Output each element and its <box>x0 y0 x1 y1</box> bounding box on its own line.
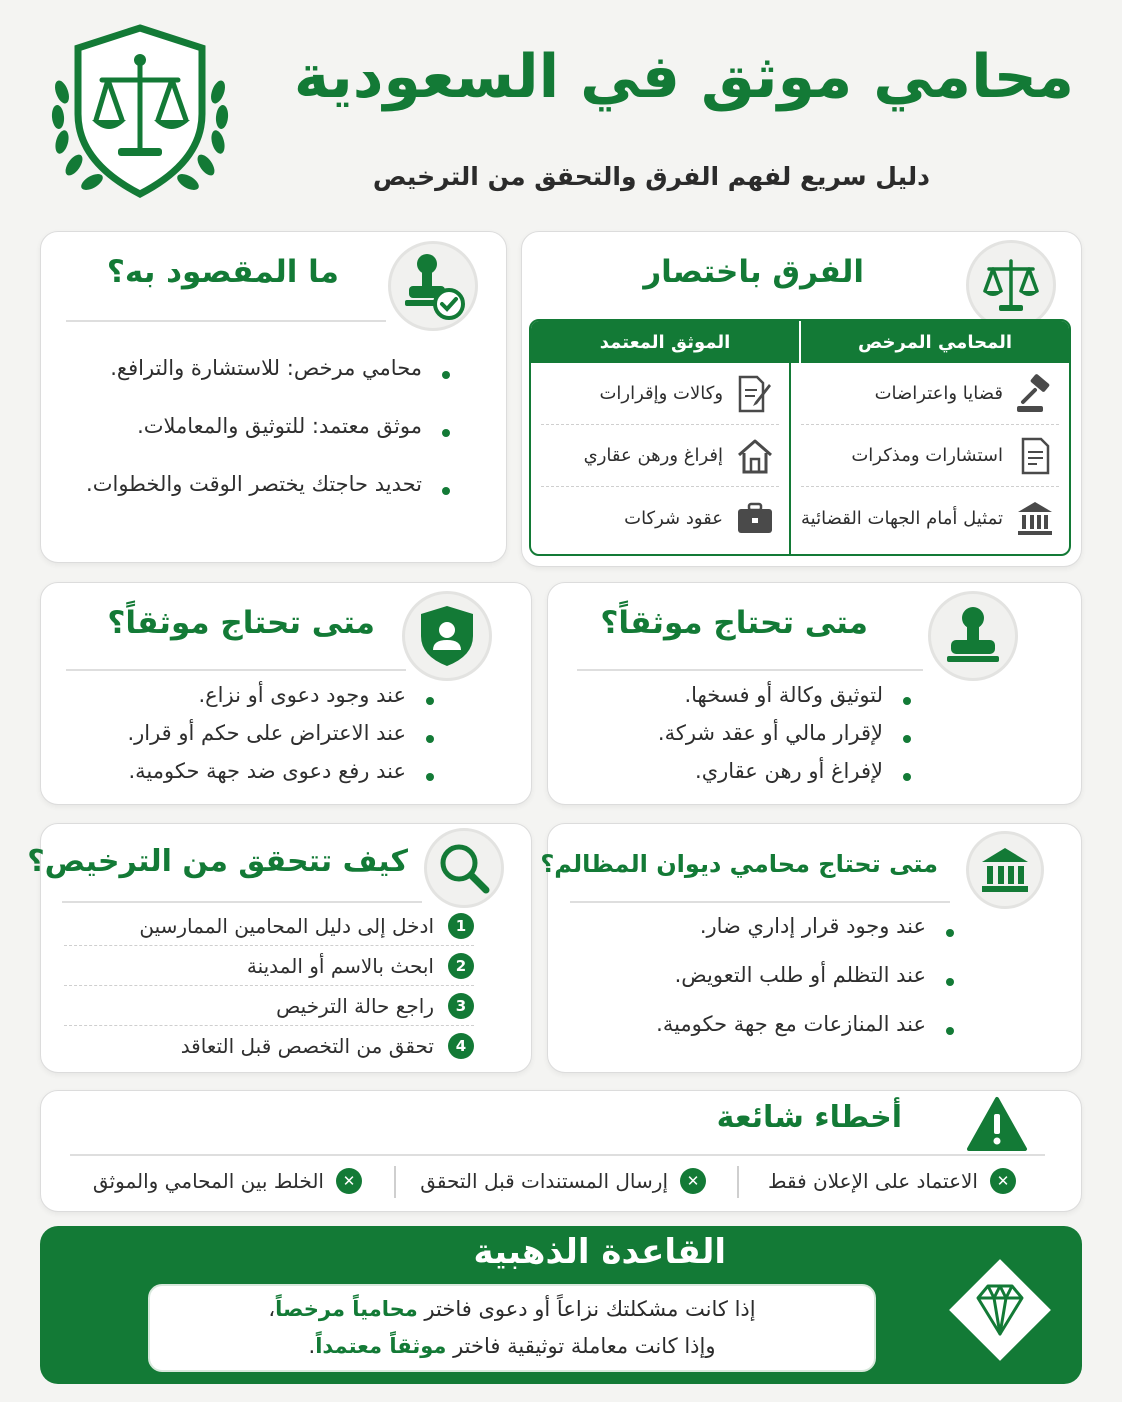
briefcase-icon <box>735 498 775 538</box>
mistake-separator <box>737 1166 739 1198</box>
close-icon: ✕ <box>680 1168 706 1194</box>
table-row <box>541 363 779 425</box>
difference-icon-circle <box>966 240 1056 330</box>
meaning-divider <box>66 320 386 322</box>
mistakes-title: أخطاء شائعة <box>716 1100 902 1135</box>
verify-icon-circle <box>424 828 504 908</box>
lawyer-need-item: عند رفع دعوى ضد جهة حكومية. <box>127 759 442 793</box>
notary-need-divider <box>577 669 923 671</box>
table-row <box>541 425 779 487</box>
diamond-icon <box>944 1254 1056 1366</box>
grievances-list <box>656 914 962 1048</box>
step-number: 4 <box>448 1033 474 1059</box>
verify-divider <box>62 901 422 903</box>
golden-rule-line-2: وإذا كانت معاملة توثيقية فاختر موثقاً معتمداً. <box>308 1334 716 1358</box>
meaning-item: محامي مرخص: للاستشارة والترافع. <box>86 356 458 392</box>
lawyer-column <box>789 363 1069 556</box>
scales-shield-icon <box>40 22 240 202</box>
step-text: ادخل إلى دليل المحامين الممارسين <box>139 913 434 938</box>
step-text: ابحث بالاسم أو المدينة <box>246 953 434 978</box>
mistake-item <box>420 1168 706 1194</box>
mistakes-divider <box>70 1154 1045 1156</box>
close-icon: ✕ <box>990 1168 1016 1194</box>
logo-emblem <box>40 22 240 202</box>
lawyer-row-label: قضايا واعتراضات <box>874 383 1003 404</box>
page-title: محامي موثق في السعودية <box>293 42 1074 112</box>
golden-rule-title: القاعدة الذهبية <box>473 1232 726 1272</box>
list-item <box>64 906 474 946</box>
mistake-item <box>768 1168 1016 1194</box>
verify-steps <box>64 906 474 1066</box>
step-number: 3 <box>448 993 474 1019</box>
step-number: 2 <box>448 953 474 979</box>
lawyer-row-label: استشارات ومذكرات <box>851 445 1003 466</box>
grievances-item: عند التظلم أو طلب التعويض. <box>656 963 962 999</box>
lawyer-need-item: عند وجود دعوى أو نزاع. <box>127 683 442 717</box>
list-item <box>64 946 474 986</box>
difference-title: الفرق باختصار <box>643 254 864 290</box>
step-number: 1 <box>448 913 474 939</box>
notary-need-icon-circle <box>928 591 1018 681</box>
stamp-check-icon <box>397 250 469 322</box>
notary-column-header: الموثق المعتمد <box>599 331 731 353</box>
close-icon: ✕ <box>336 1168 362 1194</box>
notary-column <box>531 363 789 556</box>
grievances-title: متى تحتاج محامي ديوان المظالم؟ <box>540 850 938 878</box>
table-row <box>541 487 779 549</box>
notary-row-label: عقود شركات <box>624 507 724 529</box>
lawyer-need-item: عند الاعتراض على حكم أو قرار. <box>127 721 442 755</box>
page-subtitle: دليل سريع لفهم الفرق والتحقق من الترخيص <box>372 162 930 191</box>
document-icon <box>1015 436 1055 476</box>
step-text: راجع حالة الترخيص <box>276 993 434 1018</box>
verify-title: كيف تتحقق من الترخيص؟ <box>27 844 408 879</box>
house-icon <box>735 436 775 476</box>
golden-rule-box <box>148 1284 876 1372</box>
grievances-item: عند المنازعات مع جهة حكومية. <box>656 1012 962 1048</box>
courthouse-icon <box>1015 498 1055 538</box>
table-row <box>801 425 1059 487</box>
meaning-title: ما المقصود به؟ <box>106 254 339 290</box>
lawyer-need-icon-circle <box>402 591 492 681</box>
table-row <box>801 487 1059 549</box>
notary-need-item: لتوثيق وكالة أو فسخها. <box>658 683 919 717</box>
golden-rule-line-1: إذا كانت مشكلتك نزاعاً أو دعوى فاختر محامياً مرخصاً، <box>268 1297 756 1322</box>
grievances-divider <box>570 901 950 903</box>
meaning-item: تحديد حاجتك يختصر الوقت والخطوات. <box>86 472 458 508</box>
step-text: تحقق من التخصص قبل التعاقد <box>180 1034 434 1058</box>
highlight-notary: موثقاً معتمداً <box>315 1334 447 1358</box>
shield-user-icon <box>417 604 477 668</box>
grievances-item: عند وجود قرار إداري ضار. <box>656 914 962 950</box>
notary-row-label: إفراغ ورهن عقاري <box>583 445 724 466</box>
mistake-item <box>93 1168 362 1194</box>
lawyer-need-divider <box>66 669 406 671</box>
notary-need-item: لإقرار مالي أو عقد شركة. <box>658 721 919 755</box>
document-pen-icon <box>735 374 775 414</box>
comparison-table <box>529 319 1071 556</box>
meaning-list <box>86 356 458 508</box>
lawyer-need-title: متى تحتاج موثقاً؟ <box>107 605 375 641</box>
gavel-icon <box>1015 374 1055 414</box>
notary-need-list <box>658 683 919 793</box>
mistake-text: الاعتماد على الإعلان فقط <box>768 1169 978 1193</box>
notary-row-label: وكالات وإقرارات <box>599 383 724 404</box>
courthouse-icon <box>979 844 1031 896</box>
comparison-body <box>531 363 1069 556</box>
comparison-header <box>531 321 1069 363</box>
notary-need-title: متى تحتاج موثقاً؟ <box>600 605 868 641</box>
highlight-lawyer: محامياً مرخصاً <box>275 1297 418 1322</box>
scales-icon <box>979 253 1043 317</box>
lawyer-need-list <box>127 683 442 793</box>
notary-need-item: لإفراغ أو رهن عقاري. <box>658 759 919 793</box>
stamp-icon <box>943 604 1003 668</box>
mistake-separator <box>394 1166 396 1198</box>
table-row <box>801 363 1059 425</box>
mistake-text: إرسال المستندات قبل التحقق <box>420 1169 668 1193</box>
list-item <box>64 1026 474 1066</box>
grievances-icon-circle <box>966 831 1044 909</box>
lawyer-column-header: المحامي المرخص <box>799 321 1069 363</box>
meaning-item: موثق معتمد: للتوثيق والمعاملات. <box>86 414 458 450</box>
lawyer-row-label: تمثيل أمام الجهات القضائية <box>801 507 1003 529</box>
warning-icon <box>966 1096 1028 1152</box>
list-item <box>64 986 474 1026</box>
meaning-icon-circle <box>388 241 478 331</box>
search-icon <box>436 840 492 896</box>
mistake-text: الخلط بين المحامي والموثق <box>92 1169 324 1193</box>
